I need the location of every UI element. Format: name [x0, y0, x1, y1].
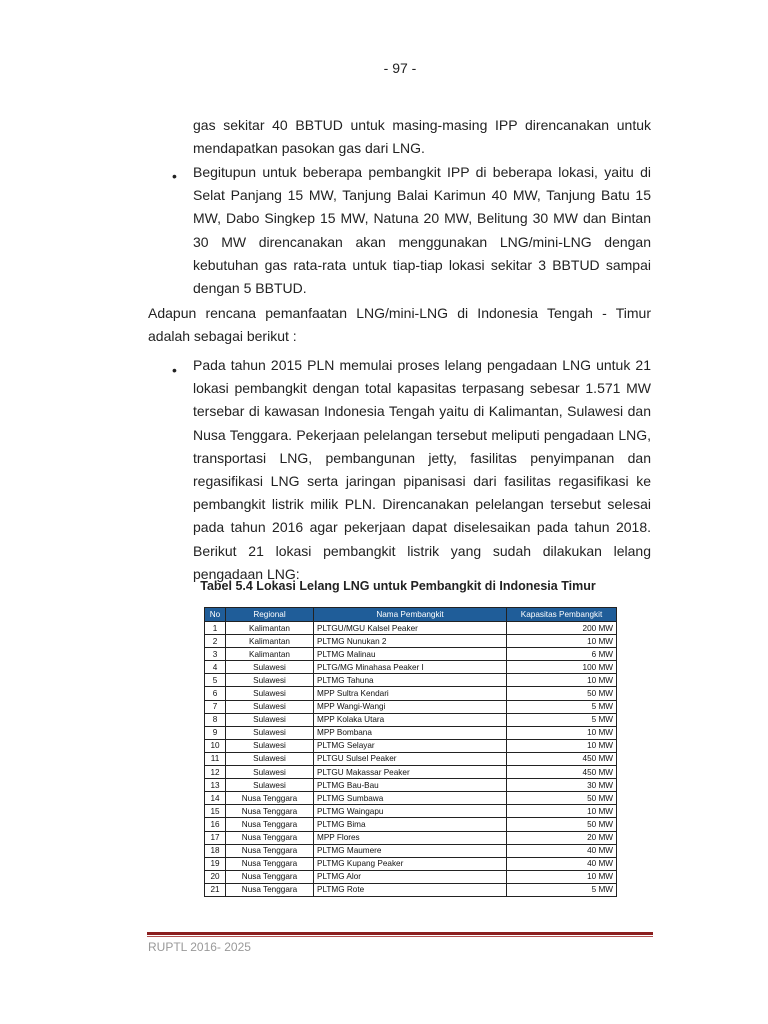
cell-kapasitas: 10 MW — [507, 674, 617, 687]
cell-no: 2 — [205, 635, 226, 648]
footer-rule-thin — [147, 936, 653, 937]
cell-kapasitas: 20 MW — [507, 831, 617, 844]
lng-location-table — [204, 607, 617, 897]
table-row — [205, 648, 617, 661]
cell-regional: Sulawesi — [226, 752, 314, 765]
table-row — [205, 622, 617, 635]
cell-nama-pembangkit: PLTMG Sumbawa — [314, 792, 507, 805]
bullet-marker: • — [172, 168, 177, 184]
cell-nama-pembangkit: PLTGU Sulsel Peaker — [314, 752, 507, 765]
cell-regional: Sulawesi — [226, 726, 314, 739]
cell-regional: Nusa Tenggara — [226, 883, 314, 896]
cell-nama-pembangkit: PLTG/MG Minahasa Peaker I — [314, 661, 507, 674]
cell-nama-pembangkit: PLTMG Waingapu — [314, 805, 507, 818]
cell-no: 12 — [205, 766, 226, 779]
cell-kapasitas: 5 MW — [507, 883, 617, 896]
cell-regional: Nusa Tenggara — [226, 792, 314, 805]
cell-regional: Nusa Tenggara — [226, 870, 314, 883]
cell-nama-pembangkit: MPP Kolaka Utara — [314, 713, 507, 726]
cell-no: 1 — [205, 622, 226, 635]
cell-nama-pembangkit: PLTMG Kupang Peaker — [314, 857, 507, 870]
footer-text: RUPTL 2016- 2025 — [148, 940, 251, 954]
cell-kapasitas: 10 MW — [507, 739, 617, 752]
cell-regional: Kalimantan — [226, 622, 314, 635]
cell-regional: Sulawesi — [226, 674, 314, 687]
cell-kapasitas: 50 MW — [507, 792, 617, 805]
cell-kapasitas: 450 MW — [507, 766, 617, 779]
cell-no: 6 — [205, 687, 226, 700]
bullet-marker: • — [172, 362, 177, 378]
cell-nama-pembangkit: MPP Bombana — [314, 726, 507, 739]
table-row — [205, 844, 617, 857]
table-row — [205, 687, 617, 700]
cell-nama-pembangkit: PLTGU/MGU Kalsel Peaker — [314, 622, 507, 635]
cell-regional: Kalimantan — [226, 648, 314, 661]
paragraph-ipp-locations: Begitupun untuk beberapa pembangkit IPP di beberapa lokasi, yaitu di Selat Panjang 15 MW, Tanjung Balai Karimun 40 MW, Tanjung Batu 15 MW, Dabo Singkep 15 MW, Natuna 20 MW, Belitung 30 MW dan Bintan 30 MW direncanakan akan menggunakan LNG/mini-LNG dengan kebutuhan gas rata-rata untuk tiap-tiap lokasi sekitar 3 BBTUD sampai dengan 5 BBTUD. — [193, 164, 651, 297]
cell-no: 8 — [205, 713, 226, 726]
footer-rule — [147, 932, 653, 935]
cell-no: 15 — [205, 805, 226, 818]
table-row — [205, 766, 617, 779]
cell-nama-pembangkit: PLTMG Nunukan 2 — [314, 635, 507, 648]
cell-no: 20 — [205, 870, 226, 883]
table-row — [205, 674, 617, 687]
cell-nama-pembangkit: MPP Sultra Kendari — [314, 687, 507, 700]
table-row — [205, 779, 617, 792]
cell-no: 5 — [205, 674, 226, 687]
paragraph-gas-ipp: gas sekitar 40 BBTUD untuk masing-masing IPP direncanakan untuk mendapatkan pasokan gas dari LNG. — [193, 117, 651, 157]
cell-no: 14 — [205, 792, 226, 805]
cell-nama-pembangkit: PLTMG Alor — [314, 870, 507, 883]
table-header-row — [205, 608, 617, 622]
table-row — [205, 752, 617, 765]
header-nama-pembangkit: Nama Pembangkit — [314, 608, 507, 622]
cell-regional: Sulawesi — [226, 739, 314, 752]
paragraph-indonesia-tengah: Adapun rencana pemanfaatan LNG/mini-LNG di Indonesia Tengah - Timur adalah sebagai berikut : — [148, 305, 651, 345]
cell-kapasitas: 10 MW — [507, 870, 617, 883]
cell-nama-pembangkit: PLTGU Makassar Peaker — [314, 766, 507, 779]
cell-kapasitas: 450 MW — [507, 752, 617, 765]
cell-nama-pembangkit: MPP Wangi-Wangi — [314, 700, 507, 713]
cell-kapasitas: 6 MW — [507, 648, 617, 661]
cell-regional: Nusa Tenggara — [226, 805, 314, 818]
table-row — [205, 739, 617, 752]
cell-regional: Nusa Tenggara — [226, 818, 314, 831]
cell-kapasitas: 200 MW — [507, 622, 617, 635]
table-caption: Tabel 5.4 Lokasi Lelang LNG untuk Pembangkit di Indonesia Timur — [200, 579, 596, 593]
cell-kapasitas: 10 MW — [507, 805, 617, 818]
cell-no: 9 — [205, 726, 226, 739]
cell-no: 7 — [205, 700, 226, 713]
cell-regional: Kalimantan — [226, 635, 314, 648]
table-row — [205, 805, 617, 818]
table-row — [205, 635, 617, 648]
cell-regional: Sulawesi — [226, 661, 314, 674]
cell-regional: Nusa Tenggara — [226, 844, 314, 857]
table-row — [205, 857, 617, 870]
cell-regional: Sulawesi — [226, 766, 314, 779]
paragraph-lelang-2015: Pada tahun 2015 PLN memulai proses lelang pengadaan LNG untuk 21 lokasi pembangkit dengan total kapasitas terpasang sebesar 1.571 MW tersebar di kawasan Indonesia Tengah yaitu di Kalimantan, Sulawesi dan Nusa Tenggara. Pekerjaan pelelangan tersebut meliputi pengadaan LNG, transportasi LNG, pembangunan jetty, fasilitas penyimpanan dan regasifikasi LNG serta jaringan pipanisasi dari fasilitas regasifikasi ke pembangkit listrik milik PLN. Direncanakan pelelangan tersebut selesai pada tahun 2016 agar pekerjaan dapat diselesaikan pada tahun 2018. Berikut 21 lokasi pembangkit listrik yang sudah dilakukan lelang pengadaan LNG: — [193, 357, 651, 582]
cell-kapasitas: 40 MW — [507, 844, 617, 857]
table-row — [205, 883, 617, 896]
page-number: - 97 - — [383, 60, 417, 76]
cell-no: 11 — [205, 752, 226, 765]
cell-regional: Sulawesi — [226, 687, 314, 700]
header-regional: Regional — [226, 608, 314, 622]
header-kapasitas: Kapasitas Pembangkit — [507, 608, 617, 622]
header-no: No — [205, 608, 226, 622]
table-row — [205, 792, 617, 805]
cell-regional: Sulawesi — [226, 779, 314, 792]
cell-kapasitas: 50 MW — [507, 818, 617, 831]
cell-no: 21 — [205, 883, 226, 896]
cell-no: 17 — [205, 831, 226, 844]
cell-nama-pembangkit: PLTMG Bau-Bau — [314, 779, 507, 792]
cell-nama-pembangkit: PLTMG Rote — [314, 883, 507, 896]
cell-no: 10 — [205, 739, 226, 752]
cell-nama-pembangkit: PLTMG Selayar — [314, 739, 507, 752]
cell-no: 19 — [205, 857, 226, 870]
cell-kapasitas: 50 MW — [507, 687, 617, 700]
cell-nama-pembangkit: PLTMG Bima — [314, 818, 507, 831]
cell-regional: Sulawesi — [226, 700, 314, 713]
cell-no: 4 — [205, 661, 226, 674]
cell-kapasitas: 40 MW — [507, 857, 617, 870]
cell-regional: Sulawesi — [226, 713, 314, 726]
cell-nama-pembangkit: PLTMG Maumere — [314, 844, 507, 857]
cell-regional: Nusa Tenggara — [226, 857, 314, 870]
table-row — [205, 700, 617, 713]
cell-kapasitas: 10 MW — [507, 635, 617, 648]
table-row — [205, 818, 617, 831]
cell-kapasitas: 10 MW — [507, 726, 617, 739]
cell-nama-pembangkit: PLTMG Tahuna — [314, 674, 507, 687]
cell-no: 13 — [205, 779, 226, 792]
cell-no: 16 — [205, 818, 226, 831]
cell-kapasitas: 5 MW — [507, 713, 617, 726]
cell-kapasitas: 5 MW — [507, 700, 617, 713]
cell-regional: Nusa Tenggara — [226, 831, 314, 844]
table-row — [205, 726, 617, 739]
cell-no: 18 — [205, 844, 226, 857]
cell-nama-pembangkit: MPP Flores — [314, 831, 507, 844]
cell-no: 3 — [205, 648, 226, 661]
table-row — [205, 870, 617, 883]
table-row — [205, 713, 617, 726]
cell-kapasitas: 100 MW — [507, 661, 617, 674]
cell-nama-pembangkit: PLTMG Malinau — [314, 648, 507, 661]
table-row — [205, 661, 617, 674]
cell-kapasitas: 30 MW — [507, 779, 617, 792]
table-row — [205, 831, 617, 844]
